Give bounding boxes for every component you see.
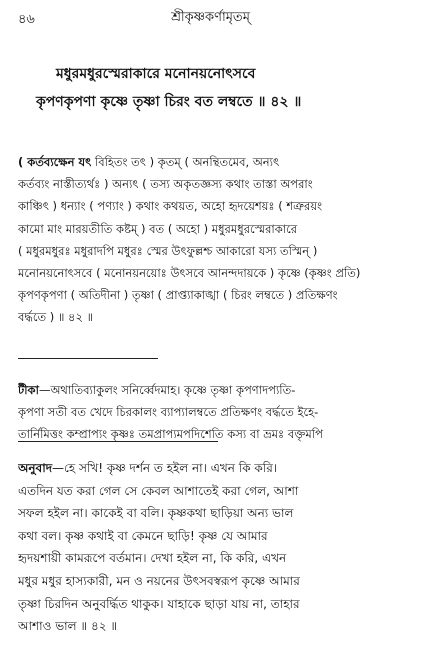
translation-line: আশাও ভাল ॥ ৪২ ॥	[18, 619, 118, 634]
translation-line: কথা বল। কৃষ্ণ কথাই বা কেমনে ছাড়ি! কৃষ্ণ যে আমার	[18, 528, 268, 543]
translation-line: এতদিন যত করা গেল সে কেবল আশাতেই করা গেল, আশা	[18, 483, 299, 498]
page-number: ৪৬	[18, 12, 35, 27]
commentary-line: ( কর্তব্যক্ষেন যৎ বিহিতং তৎ ) কৃতম্ ( অনন্থিতমেব, অন্যৎ	[18, 155, 280, 169]
translation-line: অনুবাদ—হে সখি! কৃষ্ণ দর্শন ত হইল না। এখন কি করি।	[18, 461, 278, 475]
section-divider	[18, 441, 218, 442]
commentary-line: কৃপণকৃপণা ( অতিদীনা ) তৃষ্ণা ( প্রাপ্ত্যাকাঙ্খা ( চিরং লম্বতে ) প্রতিক্ষণং	[18, 288, 338, 303]
commentary-line: ( মধুরমধুরঃ মধুরাদপি মধুরঃ স্মের উৎফুল্লশ্চ আকারো যস্য তস্মিন্ )	[18, 243, 318, 258]
commentary-line: কাঞ্চিৎ ) ধন্যাং ( পণ্যাং ) কথাং কথয়ত, অহো হৃদয়েশয়ঃ ( শত্রুরয়ং	[18, 199, 323, 214]
section-divider	[18, 358, 158, 359]
translation-line: সফল হইল না। কাকেই বা বলি। কৃষ্ণকথা ছাড়িয়া অন্য ভাল	[18, 506, 294, 521]
translation-line: তৃষ্ণা চিরদিন অনুবর্দ্ধিত থাকুক। যাহাকে ছাড়া যায় না, তাহার	[18, 596, 300, 611]
translation-line: মধুর মধুর হাস্যকারী, মন ও নয়নের উৎসবস্বরূপ কৃষ্ণে আমার	[18, 573, 300, 588]
verse-line-2: কৃপণকৃপণা কৃষ্ণে তৃষ্ণা চিরং বত লম্বতে ॥ ৪২ ॥	[36, 94, 302, 110]
commentary-lead: ( কর্তব্যক্ষেন যৎ	[18, 155, 92, 169]
running-title: শ্রীকৃষ্ণকর্ণামৃতম্	[171, 10, 250, 25]
sanskrit-verse	[36, 60, 403, 116]
commentary-line: কামো মাং মারয়তীতি কষ্টম্ ) বত ( অহো ) মধুরমধুরস্মেরাকারে	[18, 221, 298, 236]
page-header	[18, 8, 403, 30]
translation-line: হৃদয়শায়ী কামরূপে বর্তমান। দেখা হইল না, কি করি, এখন	[18, 551, 287, 566]
commentary-line: মনোনয়নোৎসবে ( মনোনয়নয়োঃ উৎসবে আনন্দদায়কে ) কৃষ্ণে (কৃষ্ণং প্রতি)	[18, 266, 361, 281]
translation-lead: অনুবাদ	[18, 461, 53, 475]
tika-line: টীকা—অথাতিব্যাকুলং সনির্ব্বেদমাহ। কৃষ্ণে তৃষ্ণা কৃপণাদপ্যতি-	[18, 383, 296, 397]
tika-paragraph	[18, 379, 407, 446]
tika-lead: টীকা	[18, 383, 39, 397]
tika-line: তার্নিমিত্তং কম্প্রাপ্যং কৃষ্ণঃ তমপ্রাপ্যমপদিশেতি কস্য বা ভ্রমঃ বক্তৃমপি	[18, 427, 323, 442]
tika-line: কৃপণা সতী বত খেদে চিরকালং ব্যাপ্যালম্বতে প্রতিক্ষণং বর্দ্ধতে ইহে-	[18, 405, 319, 420]
commentary-paragraph	[18, 151, 407, 329]
commentary-line: বর্দ্ধতে ) ॥ ৪২ ॥	[18, 310, 94, 325]
translation-paragraph	[18, 457, 407, 638]
commentary-line: কর্তব্যং নাস্তীত্যর্থঃ ) অন্যৎ ( তস্য অকৃতজ্ঞস্য কথাং তাস্তা অপরাং	[18, 177, 313, 192]
verse-line-1: মধুরমধুরস্মেরাকারে মনোনয়নোৎসবে	[56, 66, 256, 82]
